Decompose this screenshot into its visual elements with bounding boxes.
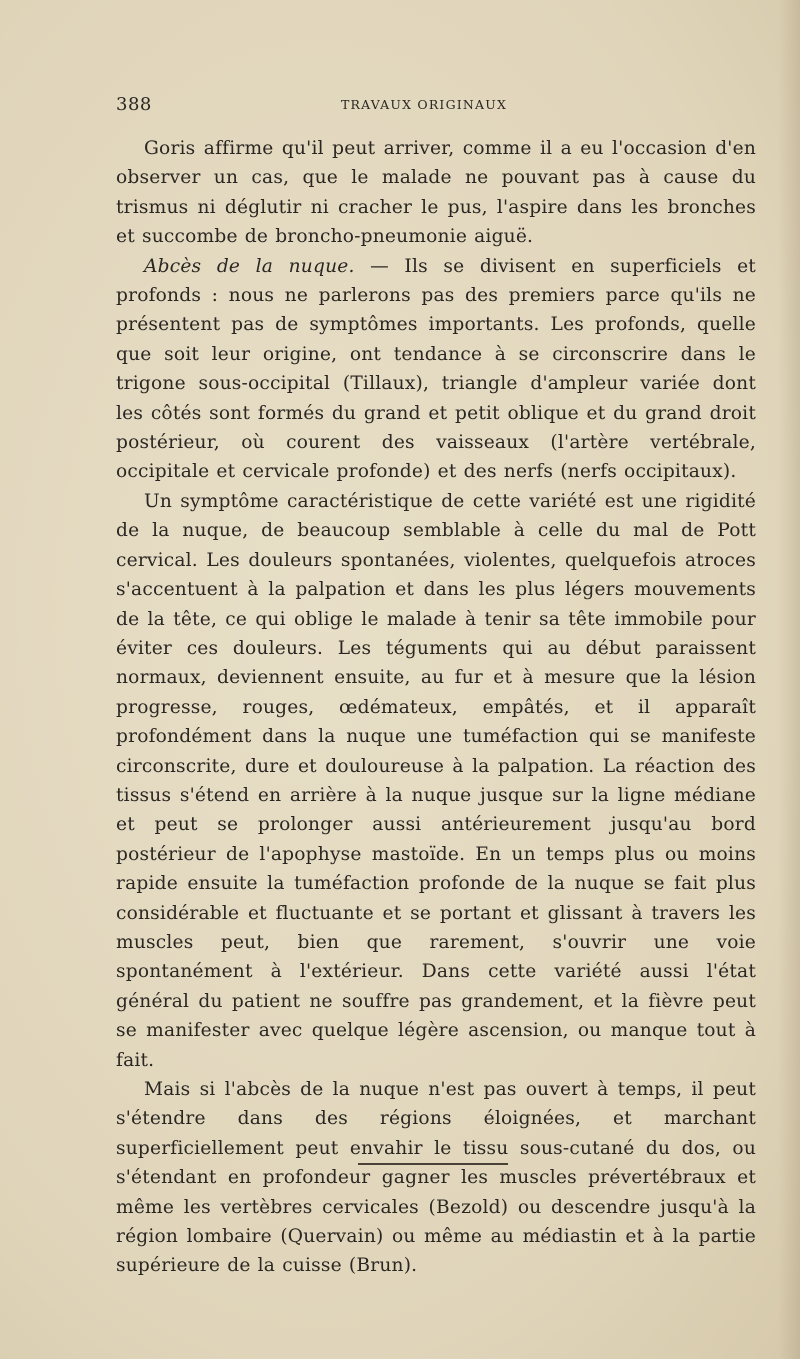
paragraph-3 — [116, 487, 756, 1075]
paragraph-2 — [116, 252, 756, 487]
paragraph-3-text: Un symptôme caractéristique de cette variété est une rigidité de la nuque, de beaucoup semblable à celle du mal de Pott cervical. Les douleurs spontanées, violentes, quelquefois atroces s'accentuent à la palpation et dans les plus légers mouvements de la tête, ce qui oblige le malade à tenir sa tête immobile pour éviter ces douleurs. Les téguments qui au début paraissent normaux, deviennent ensuite, au fur et à mesure que la lésion progresse, rouges, œdémateux, empâtés, et il apparaît profondément dans la nuque une tuméfaction qui se manifeste circonscrite, dure et douloureuse à la palpation. La réaction des tissus s'étend en arrière à la nuque jusque sur la ligne médiane et peut se prolonger aussi antérieurement jusqu'au bord postérieur de l'apophyse mastoïde. En un temps plus ou moins rapide ensuite la tuméfaction profonde de la nuque se fait plus considérable et fluctuante et se portant et glissant à travers les muscles peut, bien que rarement, s'ouvrir une voie spontanément à l'extérieur. Dans cette variété aussi l'état général du patient ne souffre pas grandement, et la fièvre peut se manifester avec quelque légère ascension, ou manque tout à fait. — [116, 490, 756, 1071]
section-lead: Abcès de la nuque. — [144, 255, 355, 277]
paragraph-1 — [116, 134, 756, 252]
body-text — [116, 134, 756, 1281]
paragraph-2-text: — Ils se divisent en superficiels et profonds : nous ne parlerons pas des premiers parce qu'ils ne présentent pas de symptômes importants. Les profonds, quelle que soit leur origine, ont tendance à se circonscrire dans le trigone sous-occipital (Tillaux), triangle d'ampleur variée dont les côtés sont formés du grand et petit oblique et du grand droit postérieur, où courent des vaisseaux (l'artère vertébrale, occipitale et cervicale profonde) et des nerfs (nerfs occipitaux). — [116, 255, 756, 483]
running-head: TRAVAUX ORIGINAUX — [341, 97, 508, 112]
page-header — [116, 94, 756, 118]
paragraph-4-text: Mais si l'abcès de la nuque n'est pas ouvert à temps, il peut s'étendre dans des régions éloignées, et marchant superficiellement peut envahir le tissu sous-cutané du dos, ou s'étendant en profondeur gagner les muscles prévertébraux et même les vertèbres cervicales (Bezold) ou descendre jusqu'à la région lombaire (Quervain) ou même au médiastin et à la partie supérieure de la cuisse (Brun). — [116, 1079, 756, 1277]
page-edge-shadow — [778, 0, 800, 1359]
end-rule — [358, 1163, 508, 1165]
page-number: 388 — [116, 94, 152, 115]
paragraph-1-text: Goris affirme qu'il peut arriver, comme il a eu l'occasion d'en observer un cas, que le malade ne pouvant pas à cause du trismus ni déglutir ni cracher le pus, l'aspire dans les bronches et succombe de broncho-pneumonie aiguë. — [116, 138, 756, 248]
paragraph-4 — [116, 1075, 756, 1281]
